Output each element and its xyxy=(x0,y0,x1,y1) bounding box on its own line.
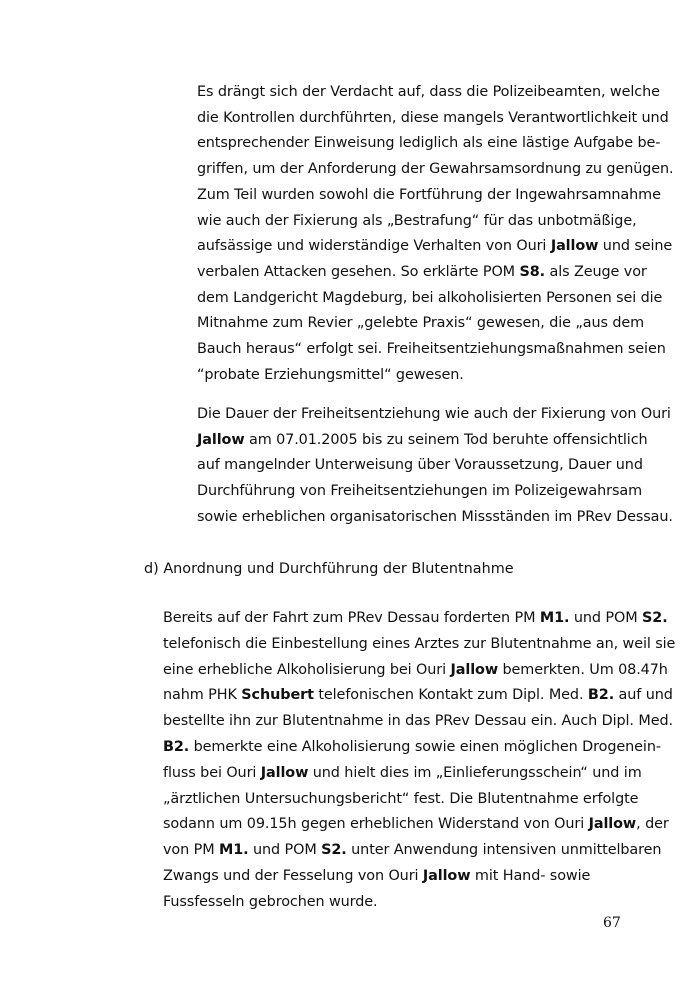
text-run: Mitnahme zum Revier „gelebte Praxis“ gewesen, die „aus dem xyxy=(197,315,645,332)
text-line xyxy=(163,634,675,654)
bold-name: S2. xyxy=(321,842,347,859)
text-line xyxy=(197,159,674,179)
text-line xyxy=(163,840,661,860)
text-line xyxy=(197,339,666,359)
text-line xyxy=(197,236,672,256)
bold-name: B2. xyxy=(587,687,615,704)
text-run: entsprechender Einweisung lediglich als eine lästige Aufgabe be- xyxy=(197,135,661,152)
bold-name: M1. xyxy=(539,610,570,626)
text-line xyxy=(197,481,642,501)
text-line xyxy=(197,404,671,424)
text-line xyxy=(197,365,464,385)
text-run: auf mangelnder Unterweisung über Voraussetzung, Dauer und xyxy=(197,457,643,474)
text-run: Bereits auf der Fahrt zum PRev Dessau forderten PM xyxy=(163,610,540,626)
text-run: und seine xyxy=(598,238,673,255)
bold-name: S2. xyxy=(642,610,668,626)
bold-name: Jallow xyxy=(260,764,309,781)
text-run: , der xyxy=(636,816,669,833)
page-number: 67 xyxy=(603,915,621,931)
text-run: Die Dauer der Freiheitsentziehung wie auch der Fixierung von Ouri xyxy=(197,406,671,422)
bold-name: Schubert xyxy=(241,687,314,704)
text-run: Zwangs und der Fesselung von Ouri xyxy=(163,868,423,884)
text-run: bemerkten. Um 08.47h xyxy=(498,661,668,678)
text-line xyxy=(197,185,661,205)
text-line xyxy=(197,108,669,128)
bold-name: S8. xyxy=(519,263,546,280)
text-run: „ärztlichen Untersuchungsbericht“ fest. Die Blutentnahme erfolgte xyxy=(163,790,639,807)
bold-name: B2. xyxy=(163,739,190,755)
text-run: und POM xyxy=(248,842,322,859)
text-run: Es drängt sich der Verdacht auf, dass die Polizeibeamten, welche xyxy=(197,84,660,100)
text-line xyxy=(197,507,673,527)
text-run: von PM xyxy=(163,842,219,859)
text-run: und hielt dies im „Einlieferungsschein“ und im xyxy=(308,764,642,781)
text-run: bemerkte eine Alkoholisierung sowie einen möglichen Drogenein- xyxy=(189,739,661,755)
bold-name: Jallow xyxy=(550,238,599,255)
text-run: verbalen Attacken gesehen. So erklärte POM xyxy=(197,263,520,280)
text-run: telefonischen Kontakt zum Dipl. Med. xyxy=(313,687,588,704)
text-run: und POM xyxy=(569,610,643,626)
text-run: als Zeuge vor xyxy=(545,263,647,280)
bold-name: M1. xyxy=(218,842,249,859)
text-line xyxy=(163,737,661,757)
text-run: unter Anwendung intensiven unmittelbaren xyxy=(346,842,662,859)
text-line xyxy=(163,789,638,809)
text-line xyxy=(163,763,642,783)
text-line xyxy=(197,455,643,475)
text-run: Bauch heraus“ erfolgt sei. Freiheitsentziehungsmaßnahmen seien xyxy=(197,341,666,357)
text-line xyxy=(197,82,660,102)
text-run: die Kontrollen durchführten, diese mangels Verantwortlichkeit und xyxy=(197,109,669,126)
text-line xyxy=(197,133,660,153)
text-run: am 07.01.2005 bis zu seinem Tod beruhte offensichtlich xyxy=(244,431,648,448)
text-run: auf und xyxy=(614,687,673,704)
bold-name: Jallow xyxy=(588,816,637,833)
text-run: fluss bei Ouri xyxy=(163,764,261,781)
text-line xyxy=(163,814,669,834)
text-run: eine erhebliche Alkoholisierung bei Ouri xyxy=(163,661,451,678)
text-line xyxy=(163,660,668,680)
text-line xyxy=(163,685,673,705)
text-line xyxy=(197,430,648,450)
text-line xyxy=(197,262,647,282)
text-run: wie auch der Fixierung als „Bestrafung“ für das unbotmäßige, xyxy=(197,212,637,229)
text-run: “probate Erziehungsmittel“ gewesen. xyxy=(197,366,464,383)
text-run: bestellte ihn zur Blutentnahme in das PRev Dessau ein. Auch Dipl. Med. xyxy=(163,713,673,730)
text-line xyxy=(197,211,637,231)
text-run: mit Hand- sowie xyxy=(470,868,591,884)
text-line xyxy=(163,711,673,731)
text-line xyxy=(197,288,662,308)
text-line xyxy=(163,866,590,886)
text-run: Durchführung von Freiheitsentziehungen im Polizeigewahrsam xyxy=(197,483,642,500)
text-run: sodann um 09.15h gegen erheblichen Widerstand von Ouri xyxy=(163,816,589,833)
text-run: nahm PHK xyxy=(163,687,242,704)
text-run: dem Landgericht Magdeburg, bei alkoholisierten Personen sei die xyxy=(197,289,663,306)
bold-name: Jallow xyxy=(197,431,245,448)
text-line xyxy=(163,608,668,628)
text-run: aufsässige und widerständige Verhalten von Ouri xyxy=(197,238,551,255)
text-run: sowie erheblichen organisatorischen Missständen im PRev Dessau. xyxy=(197,508,673,525)
bold-name: Jallow xyxy=(422,868,471,884)
text-run: Fussfesseln gebrochen wurde. xyxy=(163,893,378,910)
text-run: telefonisch die Einbestellung eines Arztes zur Blutentnahme an, weil sie xyxy=(163,635,676,652)
bold-name: Jallow xyxy=(450,661,499,678)
text-run: griffen, um der Anforderung der Gewahrsamsordnung zu genügen. xyxy=(197,161,674,178)
text-run: Zum Teil wurden sowohl die Fortführung der Ingewahrsamnahme xyxy=(197,186,661,203)
section-heading: d) Anordnung und Durchführung der Blutentnahme xyxy=(144,561,514,577)
text-line xyxy=(197,313,644,333)
text-line xyxy=(163,892,378,912)
